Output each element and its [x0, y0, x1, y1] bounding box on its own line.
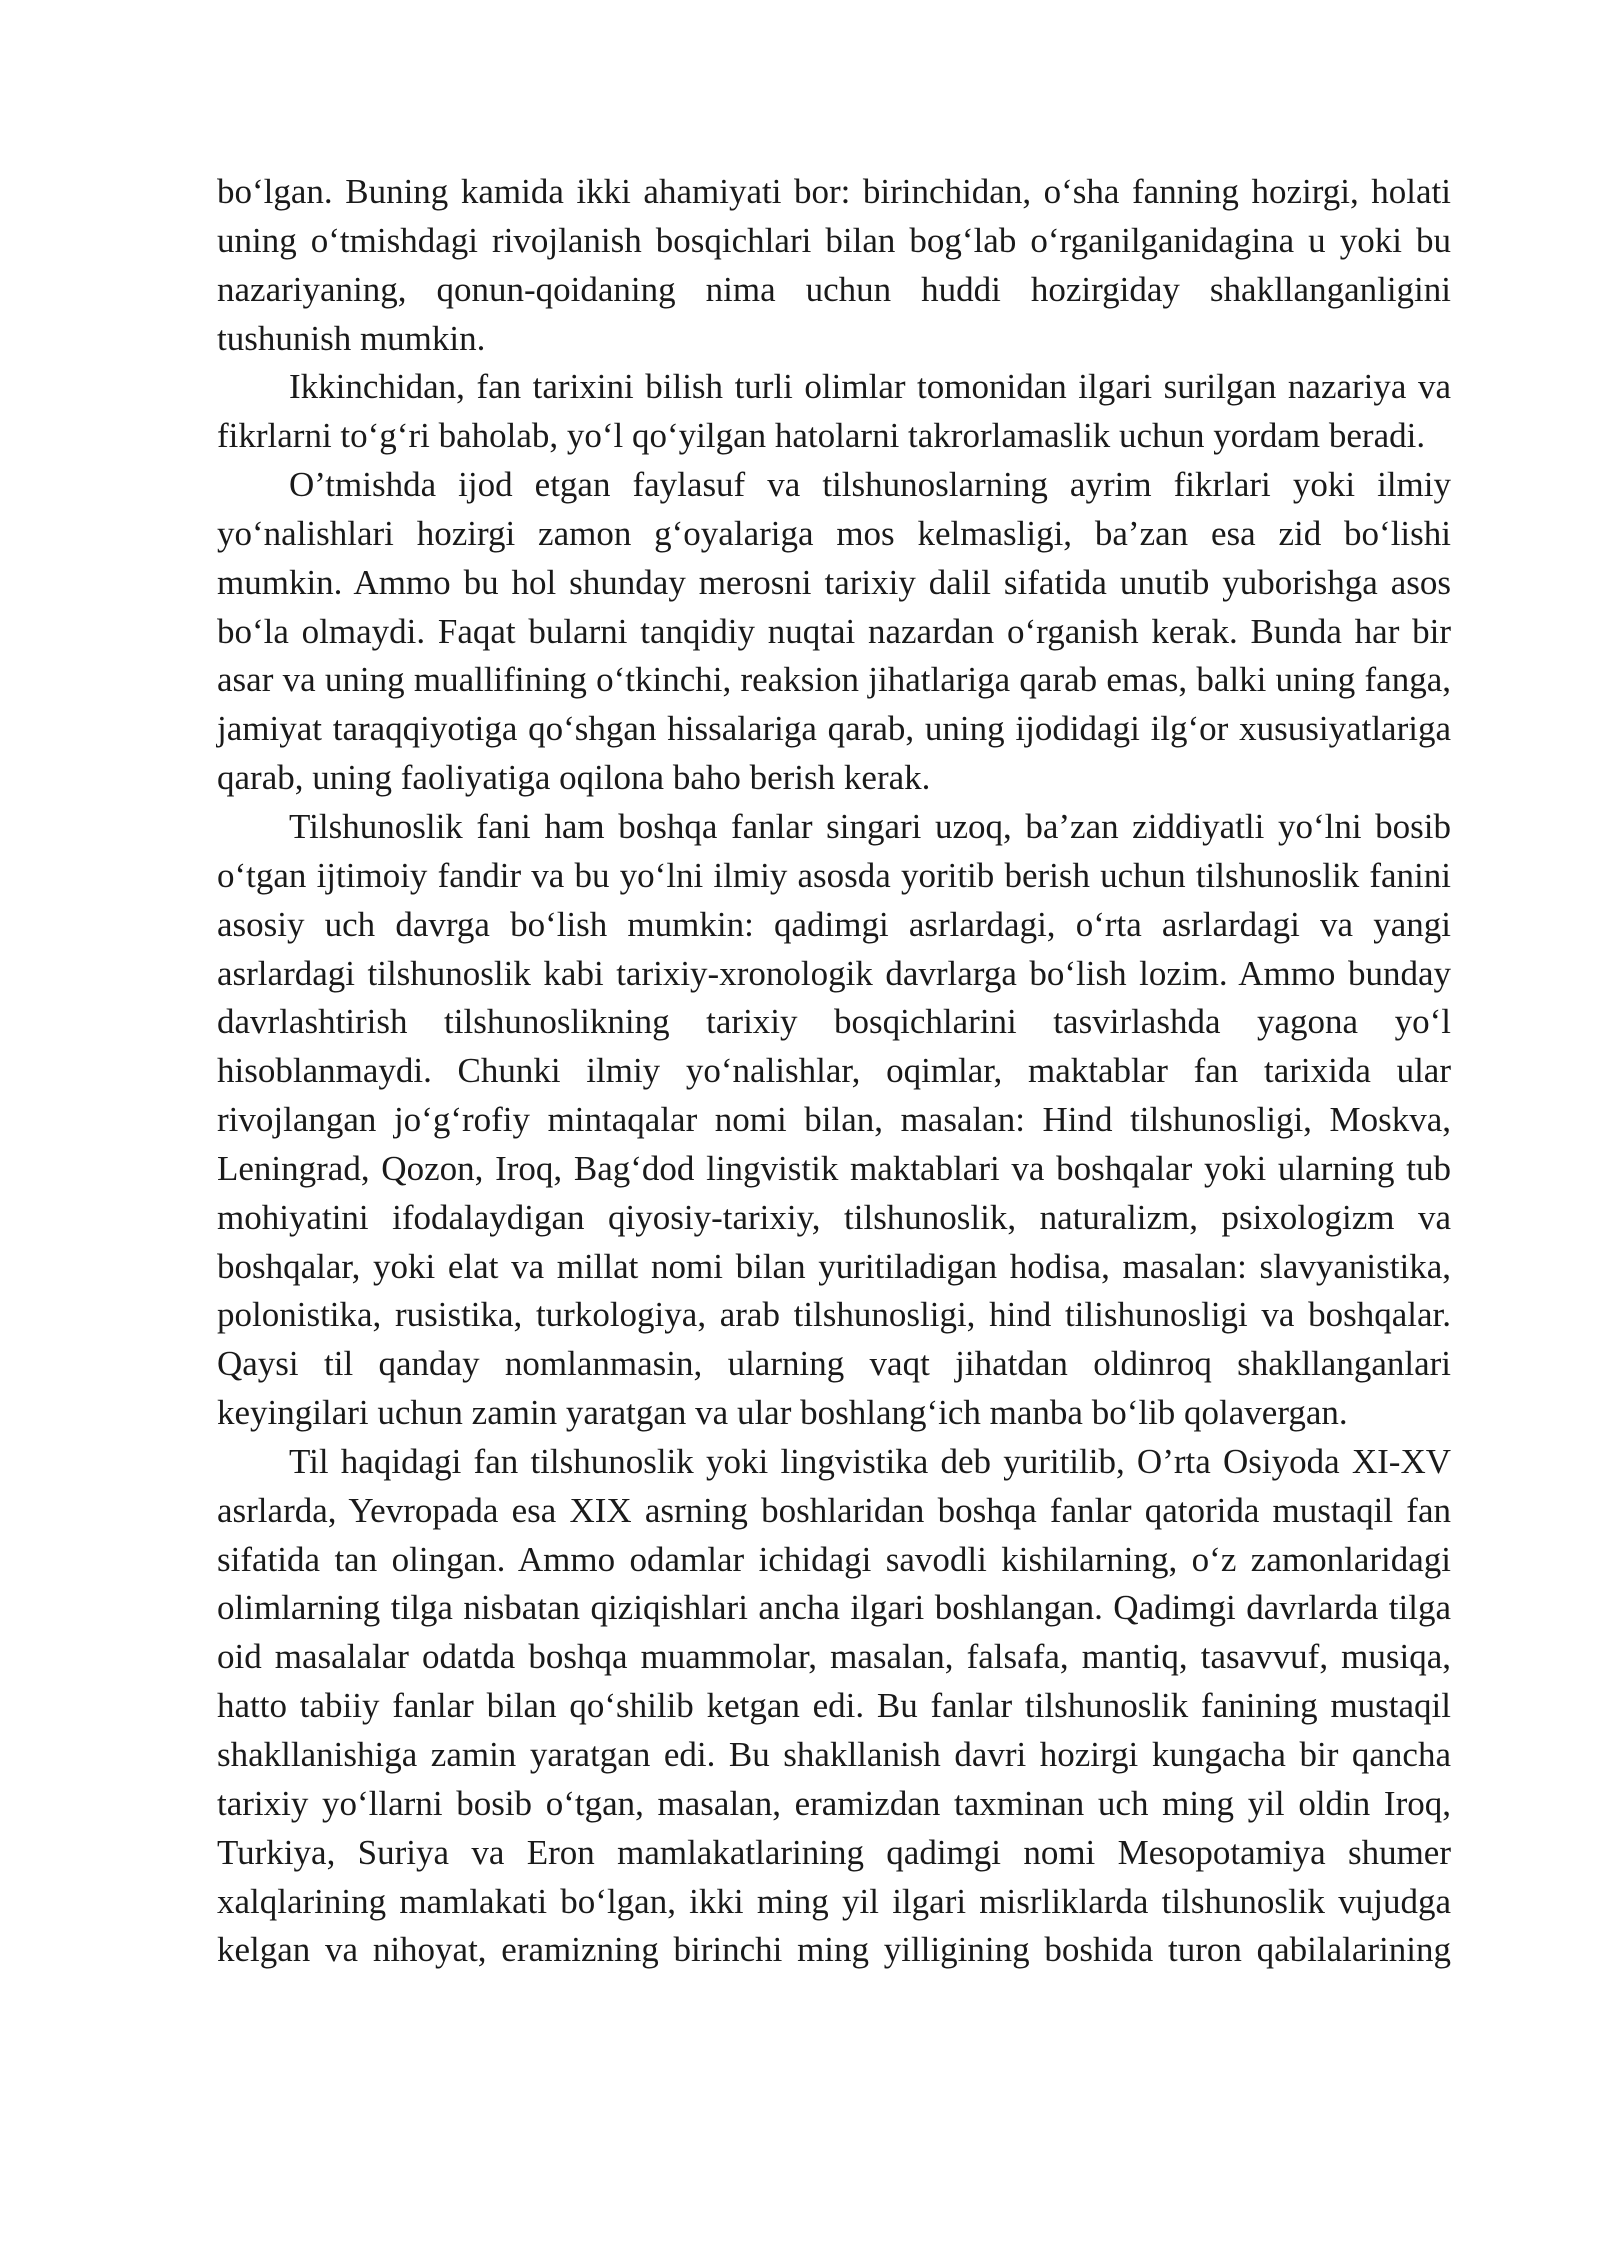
paragraph-continuation: bo‘lgan. Buning kamida ikki ahamiyati bor: birinchidan, o‘sha fanning hozirgi, holati uning o‘tmishdagi rivojlanish bosqichlari bilan bog‘lab o‘rganilganidagina u yoki bu nazariyaning, qonun-qoidaning nima uchun huddi hozirgiday shakllanganligini tushunish mumkin.	[217, 172, 1451, 358]
paragraph-tilshunoslik-fani: Tilshunoslik fani ham boshqa fanlar singari uzoq, ba’zan ziddiyatli yo‘lni bosib o‘tgan ijtimoiy fandir va bu yo‘lni ilmiy asosda yoritib berish uchun tilshunoslik fanini asosiy uch davrga bo‘lish mumkin: qadimgi asrlardagi, o‘rta asrlardagi va yangi asrlardagi tilshunoslik kabi tarixiy-xronologik davrlarga bo‘lish lozim. Ammo bunday davrlashtirish tilshunoslikning tarixiy bosqichlarini tasvirlashda yagona yo‘l hisoblanmaydi. Chunki ilmiy yo‘nalishlar, oqimlar, maktablar fan tarixida ular rivojlangan jo‘g‘rofiy mintaqalar nomi bilan, masalan: Hind tilshunosligi, Moskva, Leningrad, Qozon, Iroq, Bag‘dod lingvistik maktablari va boshqalar yoki ularning tub mohiyatini ifodalaydigan qiyosiy-tarixiy, tilshunoslik, naturalizm, psixologizm va boshqalar, yoki elat va millat nomi bilan yuritiladigan hodisa, masalan: slavyanistika, polonistika, rusistika, turkologiya, arab tilshunosligi, hind tilishunosligi va boshqalar. Qaysi til qanday nomlanmasin, ularning vaqt jihatdan oldinroq shakllanganlari keyingilari uchun zamin yaratgan va ular boshlang‘ich manba bo‘lib qolavergan.	[217, 806, 1451, 1433]
paragraph-ikkinchidan: Ikkinchidan, fan tarixini bilish turli olimlar tomonidan ilgari surilgan nazariya va fikrlarni to‘g‘ri baholab, yo‘l qo‘yilgan hatolarni takrorlamaslik uchun yordam beradi.	[217, 367, 1451, 456]
paragraph-otmishda: O’tmishda ijod etgan faylasuf va tilshunoslarning ayrim fikrlari yoki ilmiy yo‘nalishlari hozirgi zamon g‘oyalariga mos kelmasligi, ba’zan esa zid bo‘lishi mumkin. Ammo bu hol shunday merosni tarixiy dalil sifatida unutib yuborishga asos bo‘la olmaydi. Faqat bularni tanqidiy nuqtai nazardan o‘rganish kerak. Bunda har bir asar va uning muallifining o‘tkinchi, reaksion jihatlariga qarab emas, balki uning fanga, jamiyat taraqqiyotiga qo‘shgan hissalariga qarab, uning ijodidagi ilg‘or xususiyatlariga qarab, uning faoliyatiga oqilona baho berish kerak.	[217, 465, 1451, 798]
document-page	[217, 168, 1451, 1975]
paragraph-til-haqidagi: Til haqidagi fan tilshunoslik yoki lingvistika deb yuritilib, O’rta Osiyoda XI-XV asrlarda, Yevropada esa XIX asrning boshlaridan boshqa fanlar qatorida mustaqil fan sifatida tan olingan. Ammo odamlar ichidagi savodli kishilarning, o‘z zamonlaridagi olimlarning tilga nisbatan qiziqishlari ancha ilgari boshlangan. Qadimgi davrlarda tilga oid masalalar odatda boshqa muammolar, masalan, falsafa, mantiq, tasavvuf, musiqa, hatto tabiiy fanlar bilan qo‘shilib ketgan edi. Bu fanlar tilshunoslik fanining mustaqil shakllanishiga zamin yaratgan edi. Bu shakllanish davri hozirgi kungacha bir qancha tarixiy yo‘llarni bosib o‘tgan, masalan, eramizdan taxminan uch ming yil oldin Iroq, Turkiya, Suriya va Eron mamlakatlarining qadimgi nomi Mesopotamiya shumer xalqlarining mamlakati bo‘lgan, ikki ming yil ilgari misrliklarda tilshunoslik vujudga kelgan va nihoyat, eramizning birinchi ming yilligining boshida turon qabilalarining	[217, 1441, 1451, 1970]
